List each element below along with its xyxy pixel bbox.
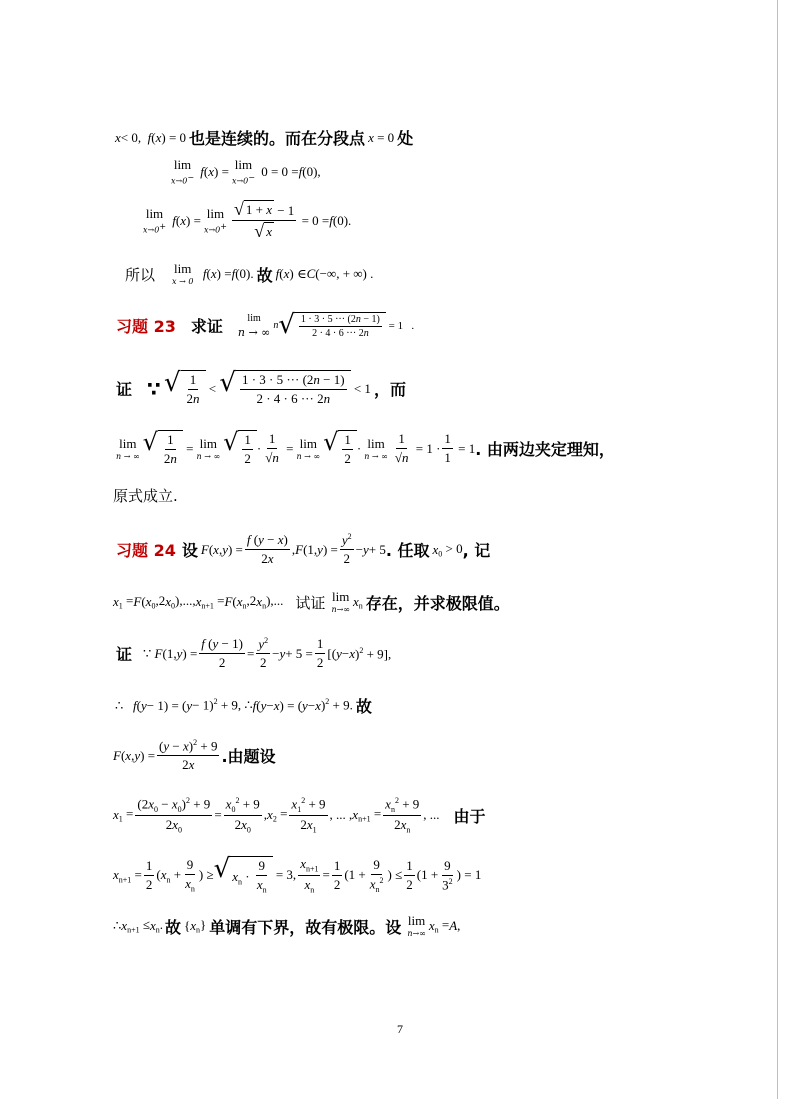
exercise-24-sequence: x $_1$ = F ( x $_0$,2 x $_0$),..., x $_{n+1}$ = F ( x $_n$,2 x $_n$),... 试证 lim n→∞ x $_n$ 存在，并求极限值。 <box>113 589 510 614</box>
page-number: 7 <box>397 1022 403 1036</box>
proof-inequality: 证 ∵ √ $\frac{1}{2n}$ < √ $\frac{1 \cdot 3 \cdot 5 \cdot\cdot\cdot (2n - 1)}{2 \cdot 4 \cdot 6 \cdot\cdot\cdot 2n}$ < 1 ，而 <box>116 368 406 406</box>
proof-24-iterates: x $_1$ = $\frac{(2x_0 - x_0)^2 + 9}{2x_0}$ = $\frac{x_0^2 + 9}{2x_0}$ , x $_2$ = $\frac{x_1^2 + 9}{2x_1}$ , ... , x $_{n+1}$ = $\frac{x_n^2 + 9}{2x_n}$ , ... 由于 <box>113 796 486 835</box>
proof-squeeze: lim n → ∞ √ $\frac{1}{2n}$ = lim n → ∞ √ $\frac{1}{2}$ · $\frac{1}{√n}$ = lim n → ∞ √ $\frac{1}{2}$ · lim n → ∞ $\frac{1}{√n}$ = 1 · $\frac{1}{1}$ = 1 . 由两边夹定理知， <box>116 428 615 466</box>
equation-right-limit: lim x→0+ f ( x ) = lim x→0+ √ 1 + x − 1 √ x = 0 = f (0). <box>143 199 352 241</box>
exercise-24-statement: 习题 24 设 F ( x , y ) = $\frac{f (y - x)}{2x}$ , F (1, y ) = $\frac{y^2}{2}$ − y + 5 . 任取 x $_0$ > 0 , 记 <box>116 532 491 567</box>
proof-24-step2: ∴ f ( y − 1) = ( y − 1)$^2$ + 9, ∴ f ( y − x ) = ( y − x )$^2$ + 9. 故 <box>115 697 372 716</box>
line-holds: 原式成立. <box>113 487 178 505</box>
proof-24-bound: x $_{n+1}$ = $\frac{1}{2}$ ( x $_n$ + $\frac{9}{x_n}$ ) ≥ √ $x_n$ · $\frac{9}{x_n}$ = 3, $\frac{x_{n+1}}{x_n}$ = $\frac{1}{2}$ (1 + $\frac{9}{x_n^2}$ ) ≤ $\frac{1}{2}$ (1 + $\frac{9}{3^2}$ ) = 1 <box>113 854 482 895</box>
line-suoyi: 所以 lim x → 0 f ( x ) = f (0). 故 f ( x ) ∈ C (−∞, + ∞) . <box>125 261 374 286</box>
equation-left-limit: lim x→0− f ( x ) = lim x→0− 0 = 0 = f (0), <box>171 157 321 186</box>
exercise-23-statement: 习题 23 求证 lim n → ∞ n √ $\frac{1 \cdot 3 \cdot 5 \cdot\cdot\cdot (2n - 1)}{2 \cdot 4 \cdot 6 \cdot\cdot\cdot 2n}$ = 1 . <box>116 310 415 340</box>
proof-24-step1: 证 ∵ F (1, y ) = $\frac{f (y - 1)}{2}$ = $\frac{y^2}{2}$ − y + 5 = $\frac{1}{2}$ [( y − x )$^2$ + 9], <box>116 636 392 671</box>
proof-24-formula: F ( x , y ) = $\frac{(y - x)^2 + 9}{2x}$ .由题设 <box>113 738 276 773</box>
exercise-24-label: 习题 24 <box>116 541 176 561</box>
exercise-23-label: 习题 23 <box>116 317 176 336</box>
line-continuity: x < 0, f ( x ) = 0 也是连续的。而在分段点 x = 0 处 <box>115 129 414 148</box>
page-border <box>777 0 778 1099</box>
proof-24-monotone: ∴ x $_{n+1}$ ≤ x $_n$. 故 { x $_n$} 单调有下界，故有极限。设 lim n→∞ x $_n$ = A , <box>113 913 461 938</box>
